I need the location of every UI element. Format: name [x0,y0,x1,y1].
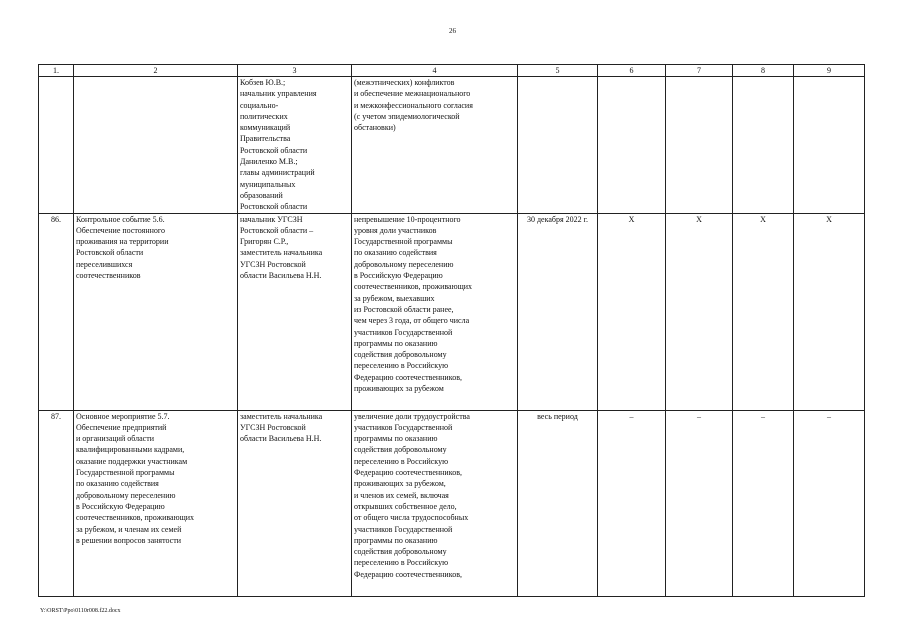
year-cell: – [666,410,733,596]
result-text: непревышение 10-процентного уровня доли участников Государственной программы по оказанию содействия добровольному переселению в Российскую Федерацию соотечественников, проживающих за рубежом, выехавших из Ростовской области ранее, чем через 3 года, от общего числа участников Государственной программы по оказанию содействия добровольному переселению в Российскую Федерацию соотечественников, проживающих за рубежом [354,214,473,394]
responsible-cell [238,77,352,214]
year-cell [598,77,666,214]
activity-cell [74,213,238,410]
result-text: увеличение доли трудоустройства участников Государственной программы по оказанию содействия добровольному переселению в Российскую Федерацию соотечественников, проживающих за рубежом, и членов их семей, включая открывших собственное дело, от общего числа трудоспособных участников Государственной программы по оказанию содействия добровольному переселению в Российскую Федерацию соотечественников, [354,411,470,579]
column-number: 2 [74,65,238,77]
column-number: 3 [238,65,352,77]
result-text: (межэтнических) конфликтов и обеспечение межнационального и межконфессионального согласия (с учетом эпидемиологической обстановки) [354,78,473,133]
activity-cell [74,410,238,596]
responsible-text: заместитель начальника УГСЗН Ростовской области Васильева Н.Н. [240,411,323,444]
column-number: 5 [518,65,598,77]
result-cell [352,77,518,214]
table-row [39,410,865,596]
result-cell [352,213,518,410]
year-cell: – [733,410,794,596]
page-number: 26 [449,27,456,35]
row-number [39,77,74,214]
year-cell [794,77,865,214]
column-number: 1. [39,65,74,77]
file-path-footer: Y:\ORST\Ppo\0110r008.f22.docx [40,608,121,614]
activity-text: Контрольное событие 5.6. Обеспечение постоянного проживания на территории Ростовской области переселившихся соотечественников [76,214,169,281]
year-cell: – [794,410,865,596]
column-number: 9 [794,65,865,77]
date-cell [518,77,598,214]
date-cell: весь период [518,410,598,596]
activity-text: Основное мероприятие 5.7. Обеспечение предприятий и организаций области квалифицированными кадрами, оказание поддержки участникам Государственной программы по оказанию содействия добровольному переселению в Российскую Федерацию соотечественников, проживающих за рубежом, и членам их семей в решении вопросов занятости [76,411,195,545]
responsible-cell [238,213,352,410]
year-cell: Х [794,213,865,410]
result-cell [352,410,518,596]
year-cell: Х [598,213,666,410]
responsible-text: начальник УГСЗН Ростовской области – Григорян С.Р., заместитель начальника УГСЗН Ростовской области Васильева Н.Н. [240,214,323,281]
table-row [39,77,865,214]
table-row [39,213,865,410]
year-cell: Х [733,213,794,410]
column-number: 4 [352,65,518,77]
row-number: 86. [39,213,74,410]
year-cell [666,77,733,214]
year-cell [733,77,794,214]
row-number: 87. [39,410,74,596]
column-number: 6 [598,65,666,77]
responsible-text: Кобзев Ю.В.; начальник управления социально- политических коммуникаций Правительства Ростовской области Даниленко М.В.; главы администраций муниципальных образований Ростовской области [240,78,317,212]
measures-table [38,64,865,597]
column-number: 7 [666,65,733,77]
date-cell: 30 декабря 2022 г. [518,213,598,410]
year-cell: – [598,410,666,596]
column-number-row [39,65,865,77]
activity-cell [74,77,238,214]
year-cell: Х [666,213,733,410]
column-number: 8 [733,65,794,77]
responsible-cell [238,410,352,596]
